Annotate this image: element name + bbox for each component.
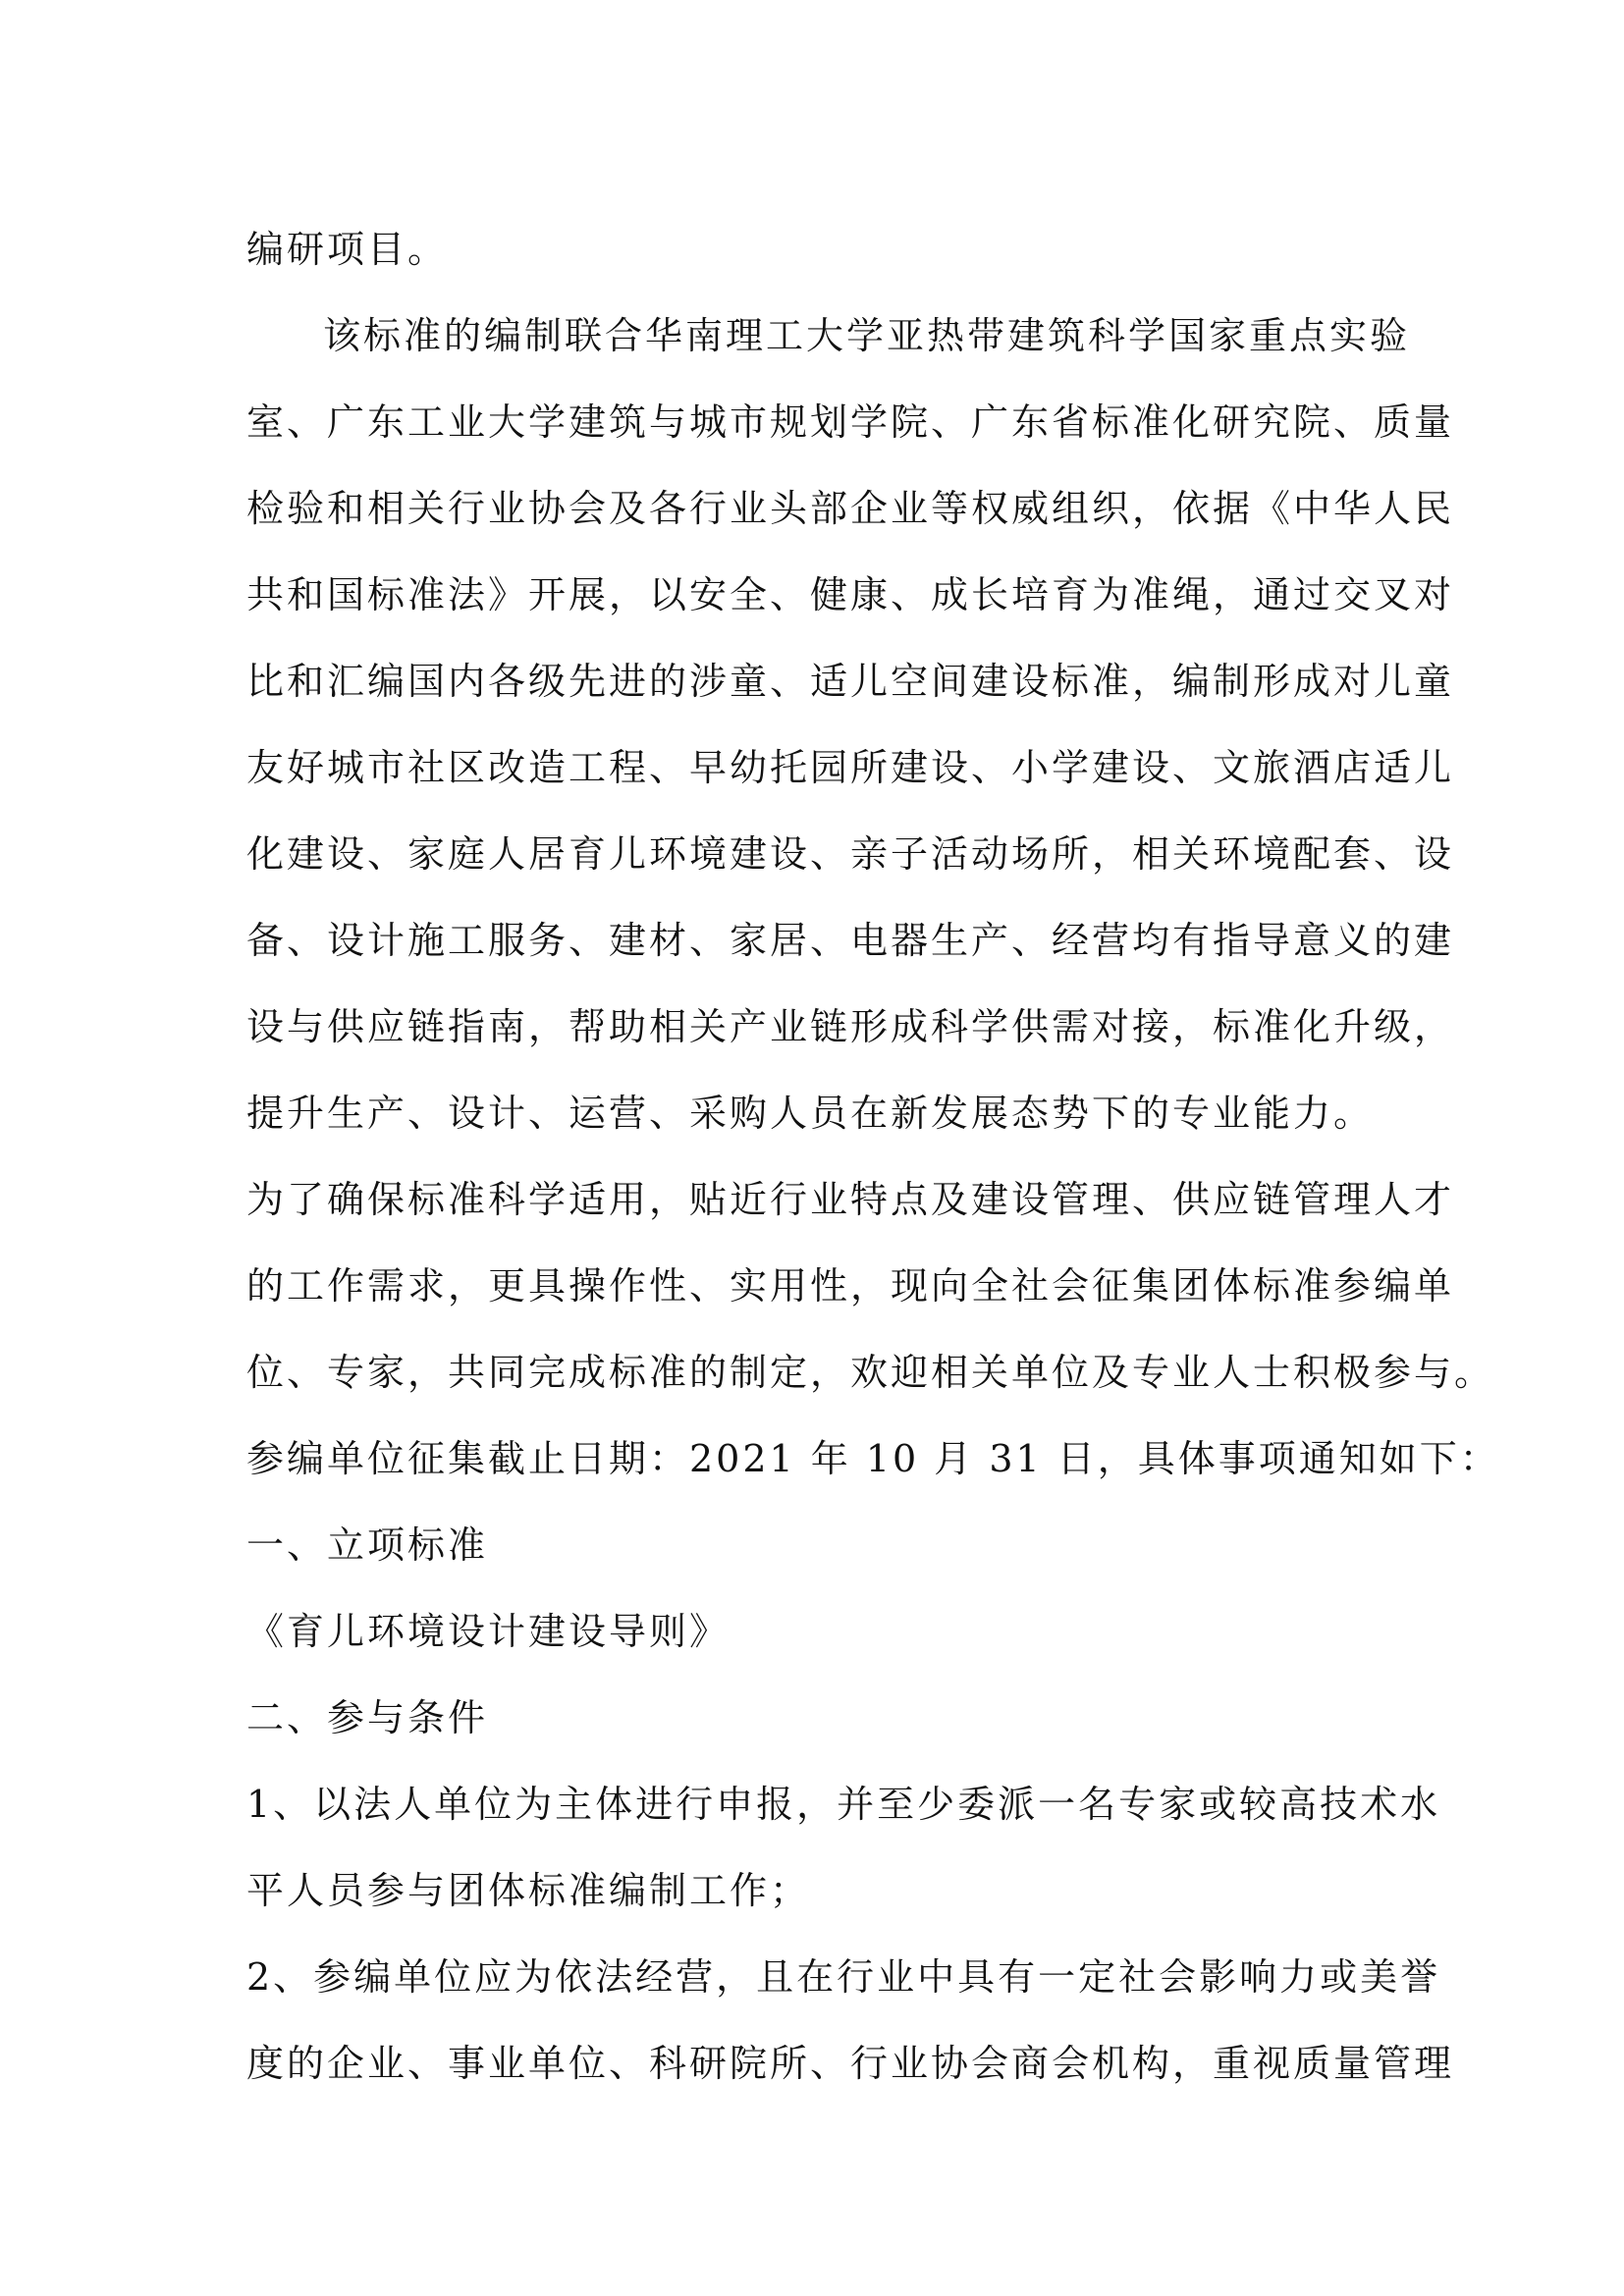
paragraph-line: 该标准的编制联合华南理工大学亚热带建筑科学国家重点实验 (323, 314, 1411, 357)
paragraph-line: 的工作需求，更具操作性、实用性，现向全社会征集团体标准参编单 (246, 1264, 1455, 1308)
paragraph-line: 度的企业、事业单位、科研院所、行业协会商会机构，重视质量管理 (246, 2042, 1455, 2085)
paragraph-line: 编研项目。 (246, 228, 449, 271)
paragraph-line: 化建设、家庭人居育儿环境建设、亲子活动场所，相关环境配套、设 (246, 832, 1455, 876)
paragraph-line: 提升生产、设计、运营、采购人员在新发展态势下的专业能力。 (246, 1092, 1375, 1135)
paragraph-line: 平人员参与团体标准编制工作； (246, 1869, 811, 1912)
paragraph-line: 设与供应链指南，帮助相关产业链形成科学供需对接，标准化升级， (246, 1005, 1455, 1048)
paragraph-line: 备、设计施工服务、建材、家居、电器生产、经营均有指导意义的建 (246, 919, 1455, 962)
paragraph-line: 比和汇编国内各级先进的涉童、适儿空间建设标准，编制形成对儿童 (246, 660, 1455, 703)
section-heading: 二、参与条件 (246, 1696, 489, 1739)
paragraph-line: 位、专家，共同完成标准的制定，欢迎相关单位及专业人士积极参与。 (246, 1351, 1495, 1394)
standard-title: 《育儿环境设计建设导则》 (246, 1610, 731, 1653)
paragraph-line: 共和国标准法》开展，以安全、健康、成长培育为准绳，通过交叉对 (246, 573, 1455, 616)
paragraph-line: 1、以法人单位为主体进行申报，并至少委派一名专家或较高技术水 (246, 1783, 1441, 1826)
paragraph-line: 参编单位征集截止日期：2021 年 10 月 31 日，具体事项通知如下： (246, 1437, 1500, 1480)
paragraph-line: 为了确保标准科学适用，贴近行业特点及建设管理、供应链管理人才 (246, 1178, 1455, 1221)
document-body (246, 206, 1500, 2107)
section-heading: 一、立项标准 (246, 1523, 489, 1567)
paragraph-line: 友好城市社区改造工程、早幼托园所建设、小学建设、文旅酒店适儿 (246, 746, 1455, 789)
paragraph-line: 室、广东工业大学建筑与城市规划学院、广东省标准化研究院、质量 (246, 400, 1455, 444)
paragraph-line: 2、参编单位应为依法经营，且在行业中具有一定社会影响力或美誉 (246, 1955, 1441, 1999)
paragraph-line: 检验和相关行业协会及各行业头部企业等权威组织，依据《中华人民 (246, 487, 1455, 530)
